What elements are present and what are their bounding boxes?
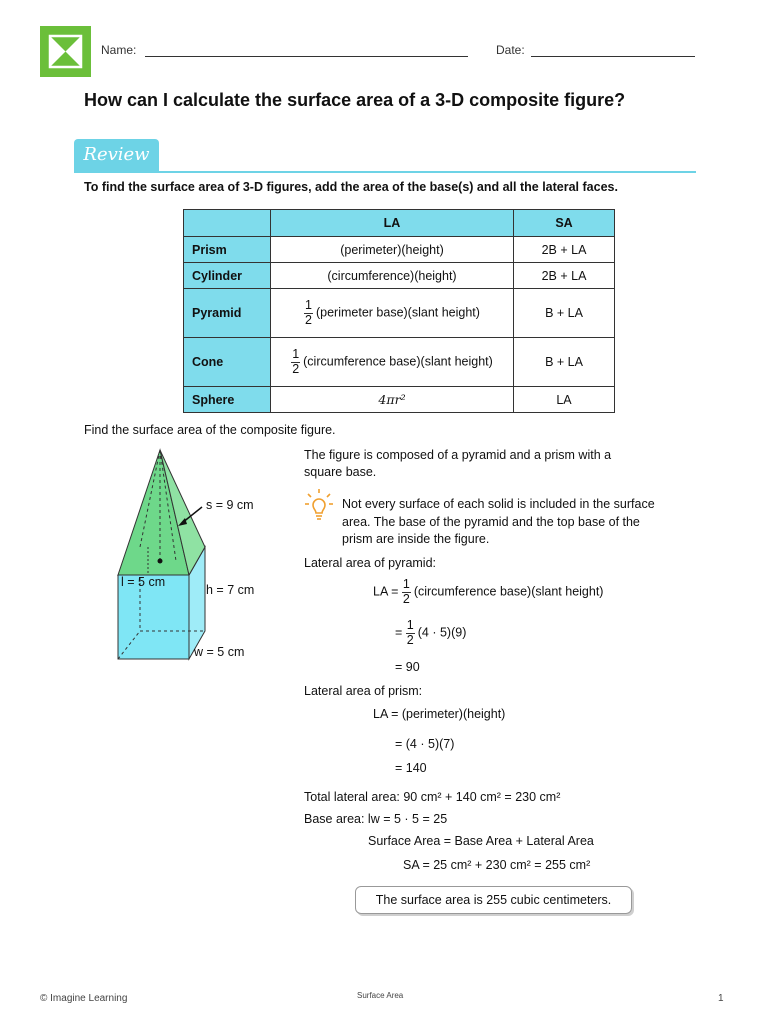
row-figure: Pyramid — [184, 289, 271, 338]
table-row — [184, 338, 615, 387]
row-sa: 2B + LA — [514, 263, 615, 289]
table-header-blank — [184, 210, 271, 237]
length-label: l = 5 cm — [121, 575, 166, 589]
composite-figure-diagram — [110, 445, 220, 665]
surface-area-result: SA = 25 cm² + 230 cm² = 255 cm² — [403, 858, 591, 872]
name-label: Name: — [101, 43, 137, 57]
row-figure: Cylinder — [184, 263, 271, 289]
row-la: (circumference base)(slant height) — [303, 354, 493, 369]
pyramid-line-1: LA = $\frac{1}{2}$ (circumference base)(slant height) — [373, 577, 604, 606]
date-field[interactable] — [531, 56, 695, 57]
page-title: How can I calculate the surface area of a 3-D composite figure? — [84, 90, 626, 110]
problem-text: Find the surface area of the composite figure. — [84, 423, 336, 437]
table-row — [184, 263, 615, 289]
width-label: w = 5 cm — [194, 645, 245, 659]
footer-copyright: © Imagine Learning — [40, 993, 128, 1004]
review-tab: Review — [74, 139, 159, 171]
intro-text: To find the surface area of 3-D figures, add the area of the base(s) and all the lateral faces. — [84, 180, 618, 194]
row-sa: B + LA — [514, 338, 615, 387]
answer-box: The surface area is 255 cubic centimeters. — [355, 886, 632, 914]
base-area: Base area: lw = 5 · 5 = 25 — [304, 812, 448, 826]
prism-line-2: = (4 · 5)(7) — [395, 737, 455, 751]
prism-line-3: = 140 — [395, 761, 427, 775]
row-figure: Prism — [184, 237, 271, 263]
total-lateral-area: Total lateral area: 90 cm² + 140 cm² = 230 cm² — [304, 790, 561, 804]
prism-heading: Lateral area of prism: — [304, 684, 423, 698]
pyramid-heading: Lateral area of pyramid: — [304, 556, 437, 570]
height-label: h = 7 cm — [206, 583, 255, 597]
row-sa: 2B + LA — [514, 237, 615, 263]
row-figure: Sphere — [184, 387, 271, 413]
table-row — [184, 387, 615, 413]
name-field[interactable] — [145, 56, 468, 57]
formula-table — [183, 209, 615, 413]
page-number: 1 — [718, 993, 724, 1004]
row-sa: B + LA — [514, 289, 615, 338]
row-la-cell — [271, 338, 514, 387]
row-figure: Cone — [184, 338, 271, 387]
explanation-text: The figure is composed of a pyramid and a prism with a square base. — [304, 448, 612, 479]
table-row — [184, 237, 615, 263]
fraction: $\frac{1}{2}$ — [305, 297, 312, 327]
date-label: Date: — [496, 43, 525, 57]
pyramid-line-2: = $\frac{1}{2}$ (4 · 5)(9) — [395, 618, 467, 647]
footer-title: Surface Area — [357, 991, 404, 1000]
table-row — [184, 289, 615, 338]
fraction: $\frac{1}{2}$ — [292, 346, 300, 376]
row-la-cell — [271, 289, 514, 338]
table-header-la: LA — [271, 210, 514, 237]
tip-text: Not every surface of each solid is included in the surface area. The base of the pyramid and the top base of the prism are inside the figure. — [342, 497, 655, 546]
row-la: (perimeter base)(slant height) — [315, 305, 480, 320]
surface-area-formula: Surface Area = Base Area + Lateral Area — [368, 834, 594, 848]
prism-line-1: LA = (perimeter)(height) — [373, 707, 506, 721]
lightbulb-icon — [304, 488, 334, 529]
row-sa: LA — [514, 387, 615, 413]
slant-height-label: s = 9 cm — [206, 498, 254, 512]
pyramid-line-3: = 90 — [395, 660, 420, 674]
row-la: (circumference)(height) — [271, 263, 514, 289]
row-la: 4πr² — [271, 387, 514, 413]
fraction: $\frac{1}{2}$ — [402, 577, 410, 606]
imagine-learning-logo — [40, 26, 91, 77]
fraction: $\frac{1}{2}$ — [406, 618, 414, 647]
row-la: (perimeter)(height) — [271, 237, 514, 263]
review-divider — [74, 171, 696, 173]
table-header-sa: SA — [514, 210, 615, 237]
